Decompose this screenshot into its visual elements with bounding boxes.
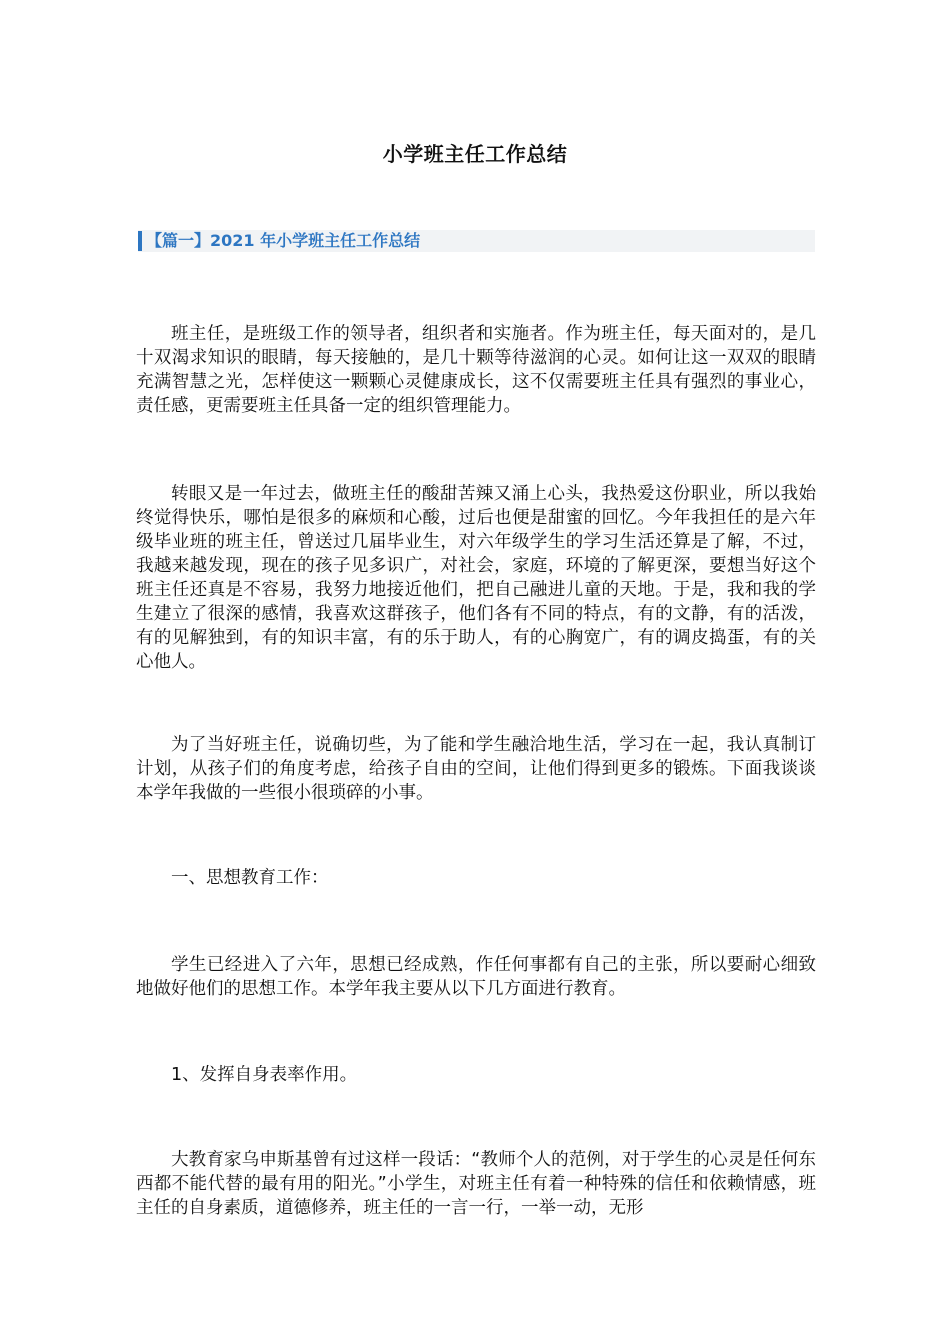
paragraph: 学生已经进入了六年，思想已经成熟，作任何事都有自己的主张，所以要耐心细致地做好他们的思想工作。本学年我主要从以下几方面进行教育。 [136, 955, 816, 999]
section-heading-bar [138, 231, 142, 251]
section-heading-label: 【篇一】2021 年小学班主任工作总结 [146, 231, 421, 250]
subheading: 一、思想教育工作： [171, 868, 329, 888]
paragraph: 转眼又是一年过去，做班主任的酸甜苦辣又涌上心头，我热爱这份职业，所以我始终觉得快乐，哪怕是很多的麻烦和心酸，过后也便是甜蜜的回忆。今年我担任的是六年级毕业班的班主任，曾送过几届毕业生，对六年级学生的学习生活还算是了解，不过，我越来越发现，现在的孩子见多识广，对社会，家庭，环境的了解更深，要想当好这个班主任还真是不容易，我努力地接近他们，把自己融进儿童的天地。于是，我和我的学生建立了很深的感情，我喜欢这群孩子，他们各有不同的特点，有的文静，有的活泼，有的见解独到，有的知识丰富，有的乐于助人，有的心胸宽广，有的调皮捣蛋，有的关心他人。 [136, 484, 816, 672]
paragraph: 大教育家乌申斯基曾有过这样一段话：“教师个人的范例，对于学生的心灵是任何东西都不能代替的最有用的阳光。”小学生，对班主任有着一种特殊的信任和依赖情感，班主任的自身素质，道德修养，班主任的一言一行，一举一动，无形 [136, 1150, 816, 1218]
paragraph: 班主任，是班级工作的领导者，组织者和实施者。作为班主任，每天面对的，是几十双渴求知识的眼睛，每天接触的，是几十颗等待滋润的心灵。如何让这一双双的眼睛充满智慧之光，怎样使这一颗颗心灵健康成长，这不仅需要班主任具有强烈的事业心，责任感，更需要班主任具备一定的组织管理能力。 [136, 324, 816, 416]
page-title: 小学班主任工作总结 [382, 142, 568, 166]
paragraph: 为了当好班主任，说确切些，为了能和学生融洽地生活，学习在一起，我认真制订计划，从孩子们的角度考虑，给孩子自由的空间，让他们得到更多的锻炼。下面我谈谈本学年我做的一些很小很琐碎的小事。 [136, 735, 816, 803]
subheading: 1、发挥自身表率作用。 [171, 1065, 358, 1085]
section-heading [138, 230, 815, 252]
